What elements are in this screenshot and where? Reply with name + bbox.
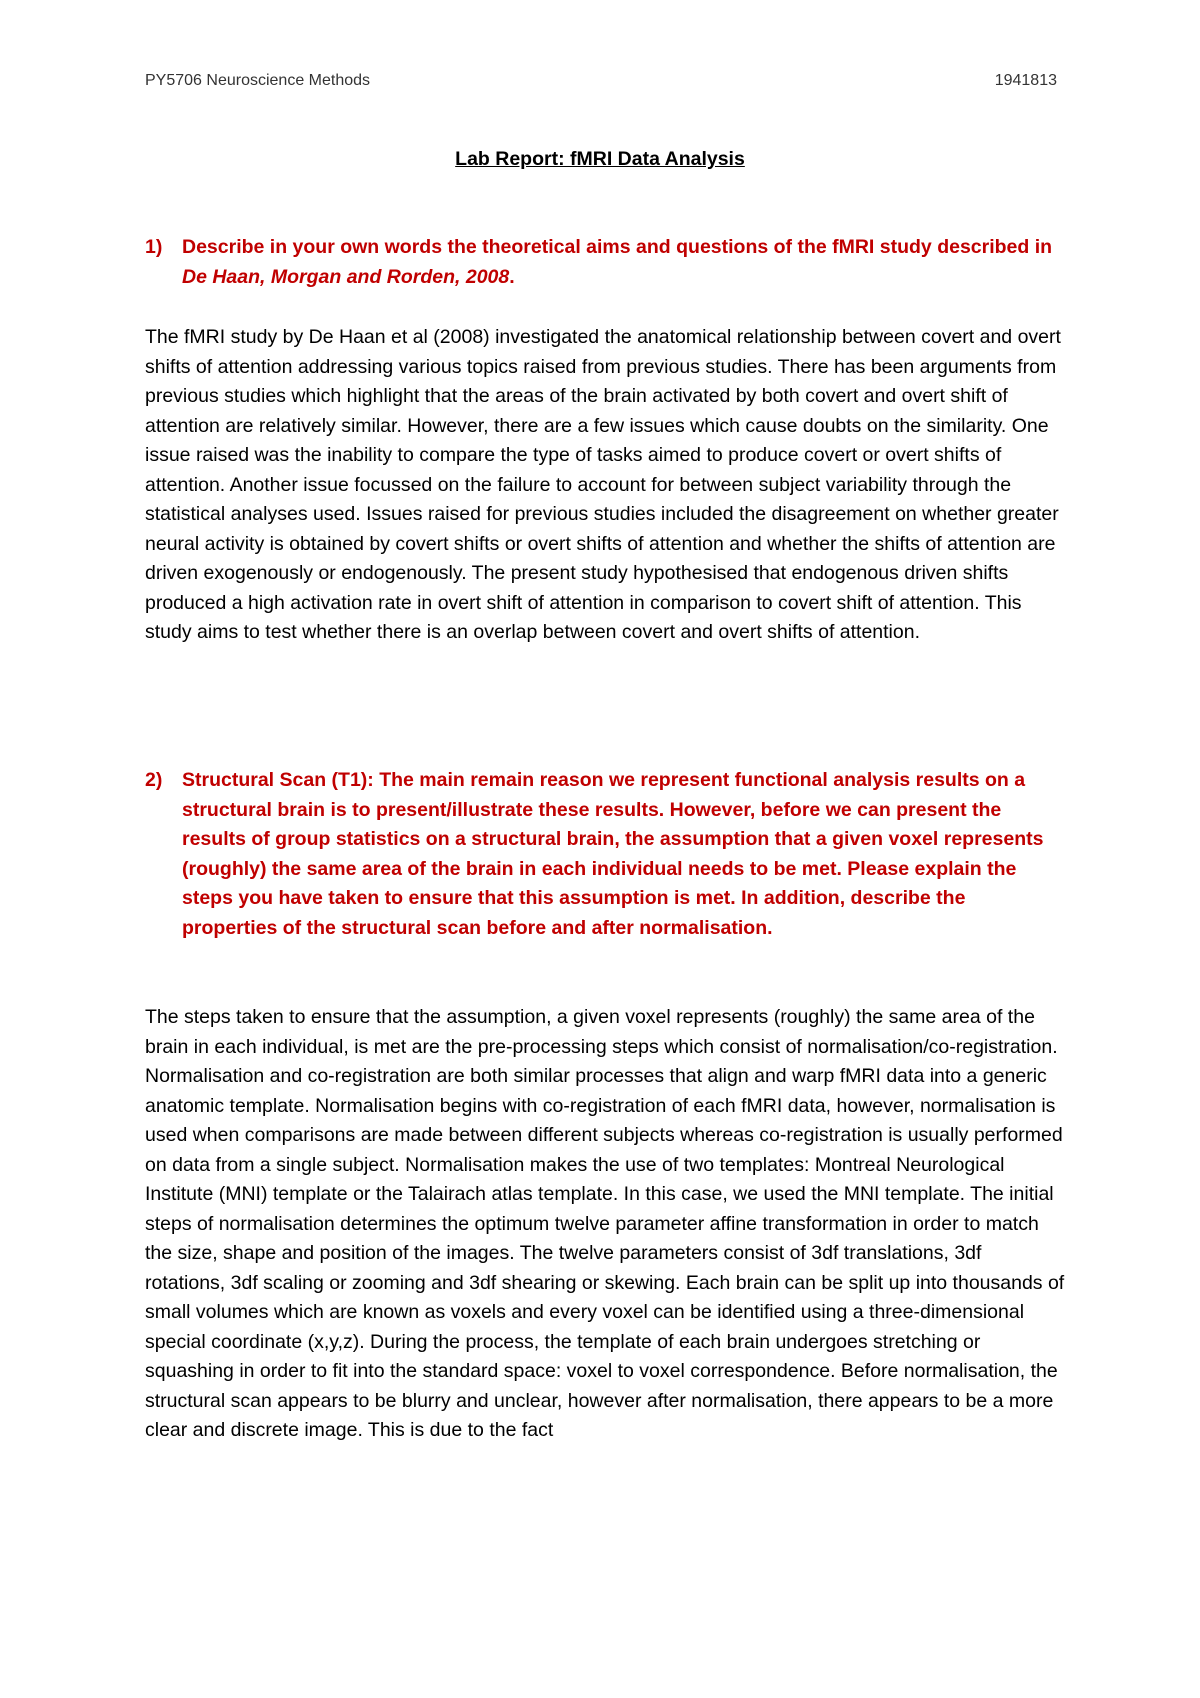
answer-2: The steps taken to ensure that the assumption, a given voxel represents (roughly) the same area of the brain in each individual, is met are the pre-processing steps which consist of normalisation/co-registration. Normalisation and co-registration are both similar processes that align and warp fMRI data into a generic anatomic template. Normalisation begins with co-registration of each fMRI data, however, normalisation is used when comparisons are made between different subjects whereas co-registration is usually performed on data from a single subject. Normalisation makes the use of two templates: Montreal Neurological Institute (MNI) template or the Talairach atlas template. In this case, we used the MNI template. The initial steps of normalisation determines the optimum twelve parameter affine transformation in order to match the size, shape and position of the images. The twelve parameters consist of 3df translations, 3df rotations, 3df scaling or zooming and 3df shearing or skewing. Each brain can be split up into thousands of small volumes which are known as voxels and every voxel can be identified using a three-dimensional special coordinate (x,y,z). During the process, the template of each brain undergoes stretching or squashing in order to fit into the standard space: voxel to voxel correspondence. Before normalisation, the structural scan appears to be blurry and unclear, however after normalisation, there appears to be a more clear and discrete image. This is due to the fact (145, 1006, 1065, 1441)
question-text: Structural Scan (T1): The main remain reason we represent functional analysis results on a structural brain is to present/illustrate these results. However, before we can present the results of group statistics on a structural brain, the assumption that a given voxel represents (roughly) the same area of the brain in each individual needs to be met. Please explain the steps you have taken to ensure that this assumption is met. In addition, describe the properties of the structural scan before and after normalisation. (182, 769, 1044, 939)
page-header (145, 72, 1057, 90)
question-text-after: . (509, 265, 515, 288)
report-title: Lab Report: fMRI Data Analysis (455, 148, 745, 170)
question-number: 1) (145, 236, 163, 258)
question-text (182, 233, 1065, 292)
question-text-before: Describe in your own words the theoretical aims and questions of the fMRI study described in (182, 236, 1053, 258)
course-name: PY5706 Neuroscience Methods (145, 72, 371, 89)
student-id: 1941813 (994, 72, 1057, 89)
question-2 (145, 766, 1065, 943)
question-number: 2) (145, 769, 163, 791)
question-citation: De Haan, Morgan and Rorden, 2008 (182, 265, 510, 288)
answer-1: The fMRI study by De Haan et al (2008) investigated the anatomical relationship between covert and overt shifts of attention addressing various topics raised from previous studies. There has been arguments from previous studies which highlight that the areas of the brain activated by both covert and overt shift of attention are relatively similar. However, there are a few issues which cause doubts on the similarity. One issue raised was the inability to compare the type of tasks aimed to produce covert or overt shifts of attention. Another issue focussed on the failure to account for between subject variability through the statistical analyses used. Issues raised for previous studies included the disagreement on whether greater neural activity is obtained by covert shifts or overt shifts of attention and whether the shifts of attention are driven exogenously or endogenously. The present study hypothesised that endogenous driven shifts produced a high activation rate in overt shift of attention in comparison to covert shift of attention. This study aims to test whether there is an overlap between covert and overt shifts of attention. (145, 326, 1061, 643)
question-1 (145, 233, 1065, 292)
